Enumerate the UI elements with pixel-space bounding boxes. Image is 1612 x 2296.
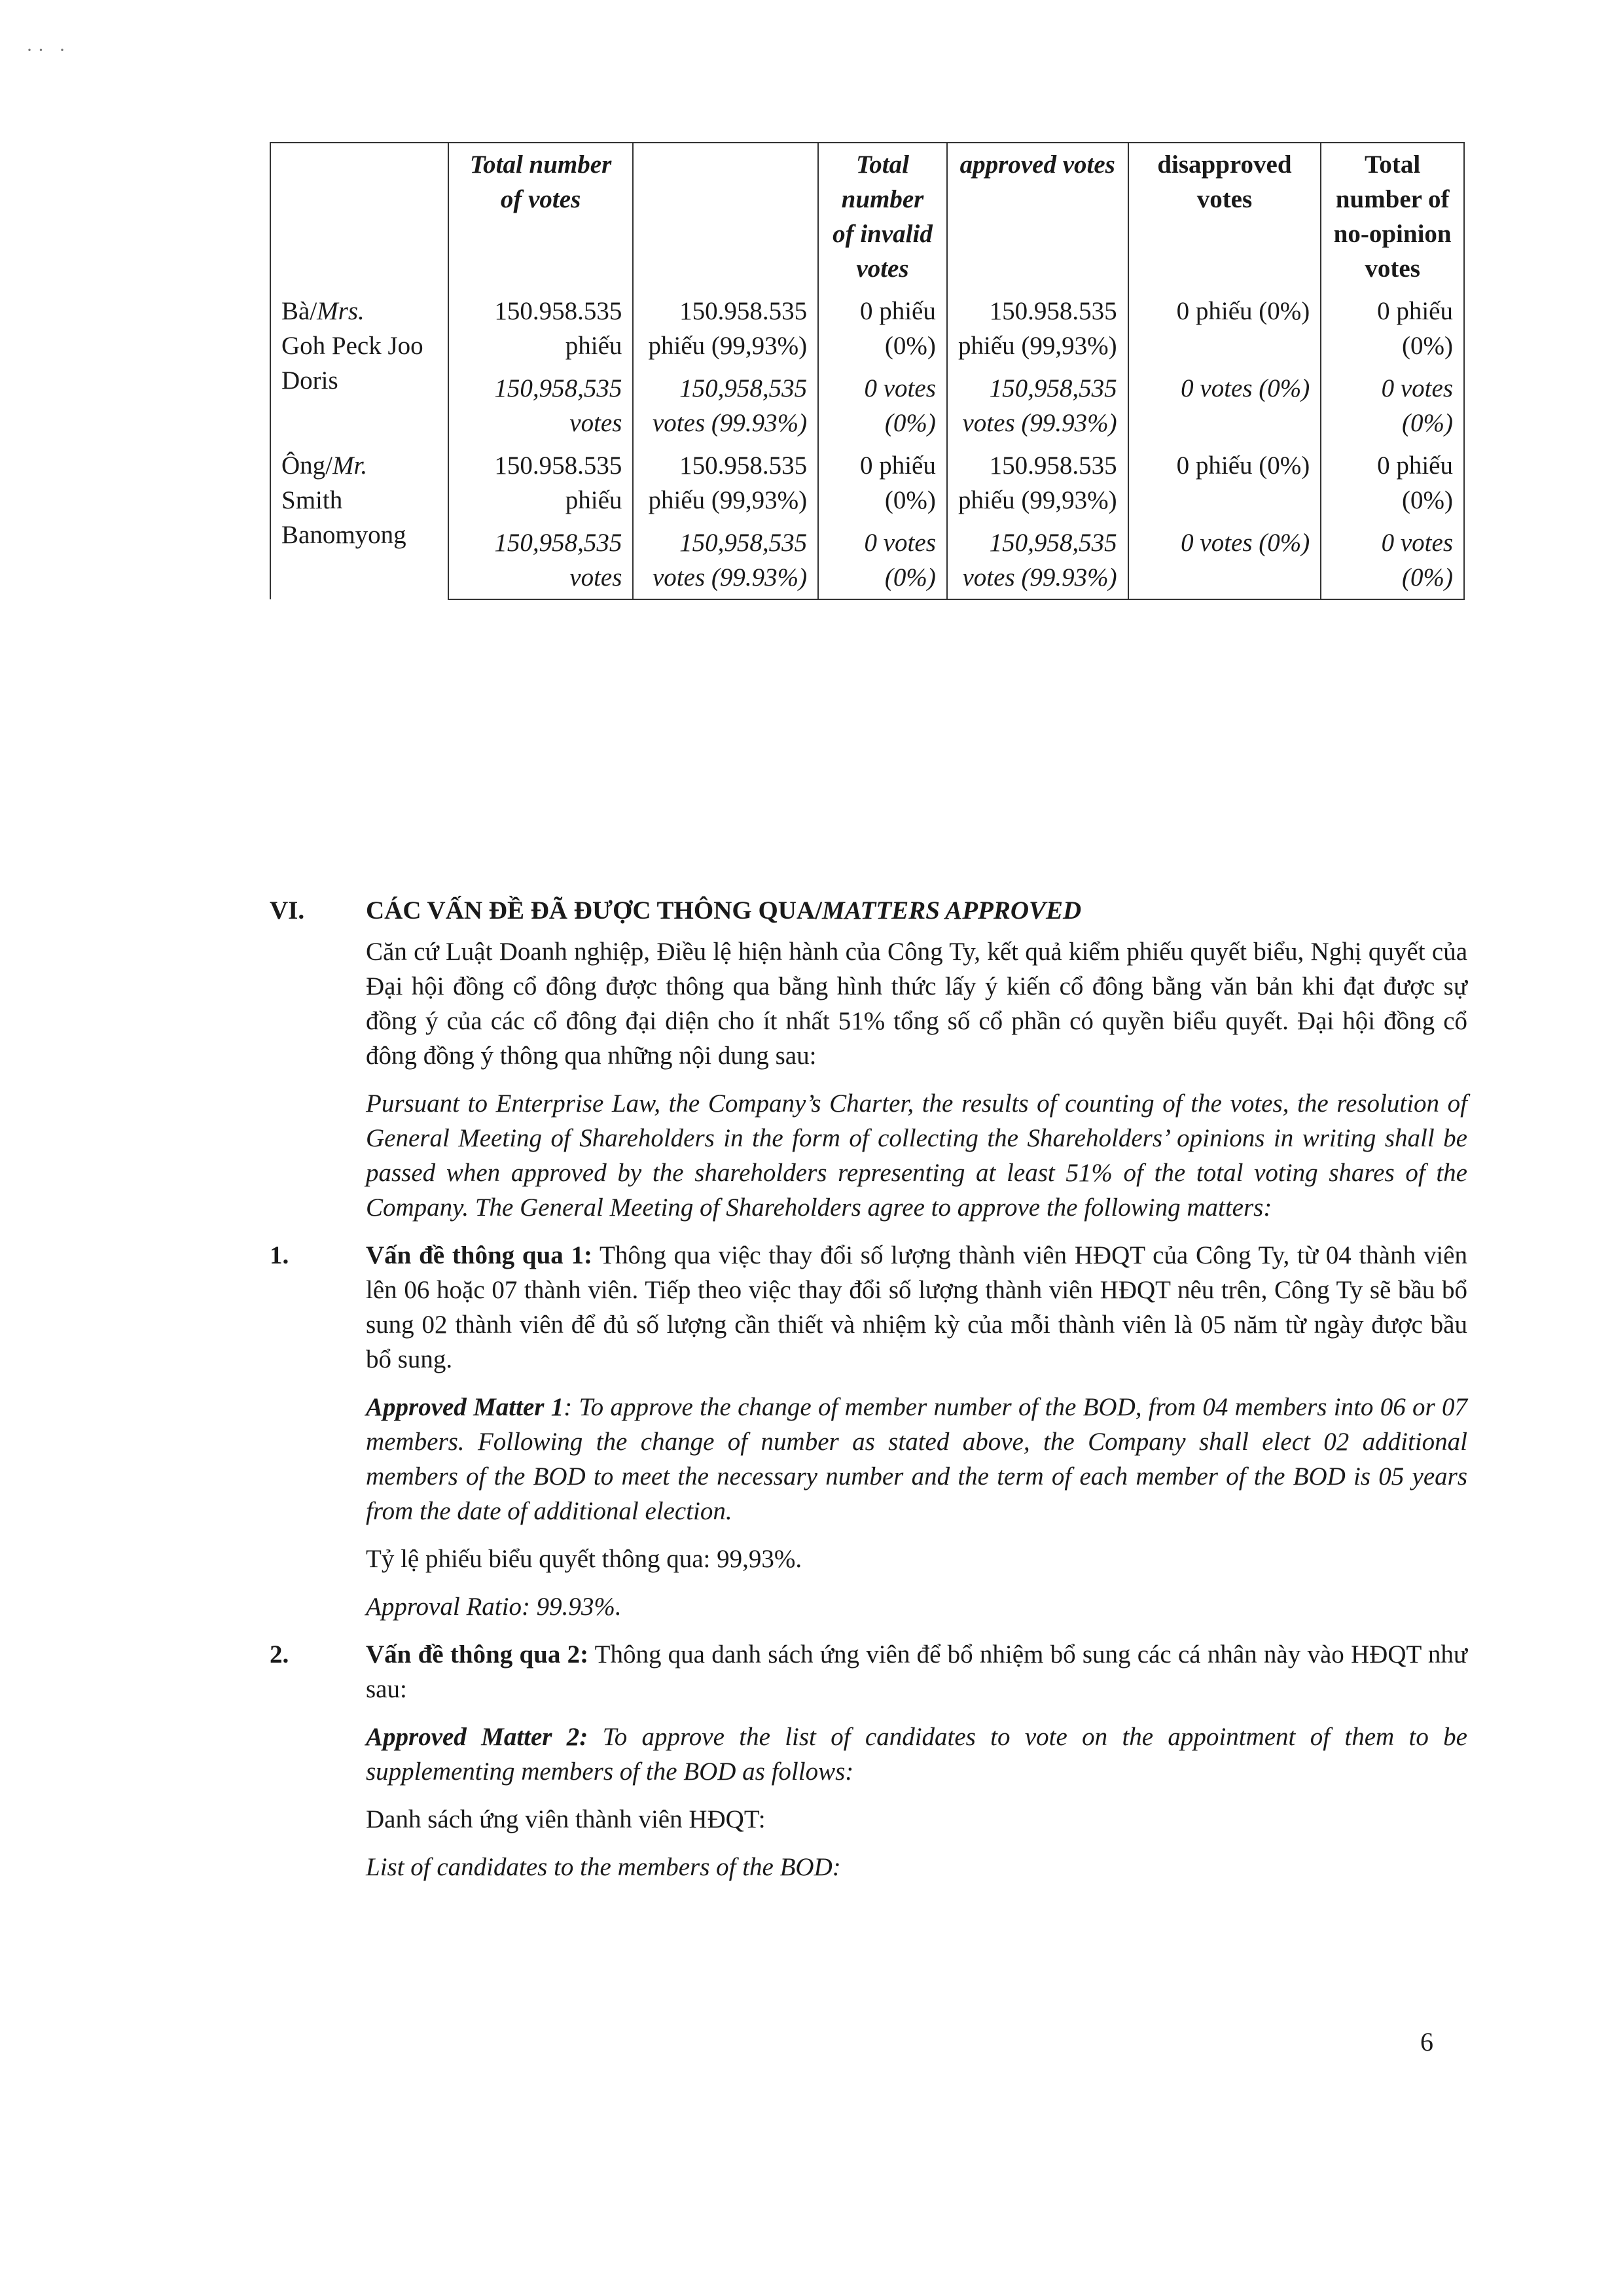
total-votes-vn: 150.958.535 phiếu <box>448 290 634 367</box>
table-row <box>270 290 1464 367</box>
matter-item-2 <box>270 1637 1467 1884</box>
invalid-votes-vn: 0 phiếu (0%) <box>818 444 947 521</box>
no-opinion-votes-en: 0 votes (0%) <box>1321 367 1464 444</box>
valid-votes-en: 150,958,535 votes (99.93%) <box>633 367 818 444</box>
table-row <box>270 367 1464 444</box>
header-disapproved-votes: disapproved votes <box>1128 143 1321 290</box>
matter-en: Approved Matter 1: To approve the change of member number of the BOD, from 04 members into 06 or 07 members. Following the change of number as stated above, the Company shall elect 02 additional members of the BOD to meet the necessary number and the term of each member of the BOD is 05 years from the date of additional election. <box>366 1393 1468 1525</box>
item-number: 1. <box>270 1241 289 1269</box>
matter-vn: Vấn đề thông qua 2: Thông qua danh sách ứng viên để bổ nhiệm bổ sung các cá nhân này vào HĐQT như sau: <box>366 1640 1467 1703</box>
candidate-name: Ông/Mr. Smith Banomyong <box>270 444 448 599</box>
invalid-votes-vn: 0 phiếu (0%) <box>818 290 947 367</box>
approved-votes-en: 150,958,535 votes (99.93%) <box>947 367 1128 444</box>
no-opinion-votes-vn: 0 phiếu (0%) <box>1321 290 1464 367</box>
item-number: 2. <box>270 1640 289 1669</box>
approval-ratio-en: Approval Ratio: 99.93%. <box>366 1593 622 1621</box>
approved-votes-vn: 150.958.535 phiếu (99,93%) <box>947 290 1128 367</box>
candidate-list-en: List of candidates to the members of the BOD: <box>366 1853 841 1881</box>
disapproved-votes-vn: 0 phiếu (0%) <box>1128 444 1321 521</box>
header-total-votes: Total number of votes <box>448 143 634 290</box>
candidate-name: Bà/Mrs. Goh Peck Joo Doris <box>270 290 448 444</box>
total-votes-en: 150,958,535 votes <box>448 521 634 599</box>
intro-vn: Căn cứ Luật Doanh nghiệp, Điều lệ hiện hành của Công Ty, kết quả kiểm phiếu quyết biểu, Nghị quyết của Đại hội đồng cổ đông được thông qua bằng hình thức lấy ý kiến cổ đông bằng văn bản khi đạt được sự đồng ý của các cổ đông đại diện cho ít nhất 51% tổng số cổ phần có quyền biểu quyết. Đại hội đồng cổ đông đồng ý thông qua những nội dung sau: <box>366 938 1467 1070</box>
page-number: 6 <box>1420 2027 1433 2057</box>
matter-item-1 <box>270 1238 1467 1624</box>
no-opinion-votes-en: 0 votes (0%) <box>1321 521 1464 599</box>
header-cell-name <box>270 143 448 290</box>
header-no-opinion-votes: Total number of no-opinion votes <box>1321 143 1464 290</box>
matter-en: Approved Matter 2: To approve the list of candidates to vote on the appointment of them to be supplementing members of the BOD as follows: <box>366 1723 1467 1786</box>
matters-approved-section <box>270 893 1467 1898</box>
invalid-votes-en: 0 votes (0%) <box>818 367 947 444</box>
approval-ratio-vn: Tỷ lệ phiếu biểu quyết thông qua: 99,93%. <box>366 1545 802 1573</box>
disapproved-votes-en: 0 votes (0%) <box>1128 521 1321 599</box>
section-title: CÁC VẤN ĐỀ ĐÃ ĐƯỢC THÔNG QUA/MATTERS APPROVED <box>366 896 1082 925</box>
no-opinion-votes-vn: 0 phiếu (0%) <box>1321 444 1464 521</box>
section-number: VI. <box>270 896 305 925</box>
header-approved-votes: approved votes <box>947 143 1128 290</box>
header-invalid-votes: Total number of invalid votes <box>818 143 947 290</box>
total-votes-vn: 150.958.535 phiếu <box>448 444 634 521</box>
disapproved-votes-en: 0 votes (0%) <box>1128 367 1321 444</box>
approved-votes-vn: 150.958.535 phiếu (99,93%) <box>947 444 1128 521</box>
candidate-list-vn: Danh sách ứng viên thành viên HĐQT: <box>366 1805 766 1833</box>
matter-vn: Vấn đề thông qua 1: Thông qua việc thay đổi số lượng thành viên HĐQT của Công Ty, từ 04 thành viên lên 06 hoặc 07 thành viên. Tiếp theo việc thay đổi số lượng thành viên HĐQT nêu trên, Công Ty sẽ bầu bổ sung 02 thành viên để đủ số lượng cần thiết và nhiệm kỳ của mỗi thành viên là 05 năm từ ngày được bầu bổ sung. <box>366 1241 1467 1373</box>
vote-results-table <box>270 142 1465 600</box>
section-heading <box>270 893 1467 928</box>
total-votes-en: 150,958,535 votes <box>448 367 634 444</box>
approved-votes-en: 150,958,535 votes (99.93%) <box>947 521 1128 599</box>
valid-votes-vn: 150.958.535 phiếu (99,93%) <box>633 290 818 367</box>
intro-en: Pursuant to Enterprise Law, the Company’s Charter, the results of counting of the votes, the resolution of General Meeting of Shareholders in the form of collecting the Shareholders’ opinions in writing shall be passed when approved by the shareholders representing at least 51% of the total voting shares of the Company. The General Meeting of Shareholders agree to approve the following matters: <box>366 1089 1467 1222</box>
valid-votes-vn: 150.958.535 phiếu (99,93%) <box>633 444 818 521</box>
table-header-row <box>270 143 1464 290</box>
invalid-votes-en: 0 votes (0%) <box>818 521 947 599</box>
header-cell-valid <box>633 143 818 290</box>
table-row <box>270 521 1464 599</box>
scan-specks: · · · <box>26 39 65 61</box>
table-row <box>270 444 1464 521</box>
valid-votes-en: 150,958,535 votes (99.93%) <box>633 521 818 599</box>
disapproved-votes-vn: 0 phiếu (0%) <box>1128 290 1321 367</box>
